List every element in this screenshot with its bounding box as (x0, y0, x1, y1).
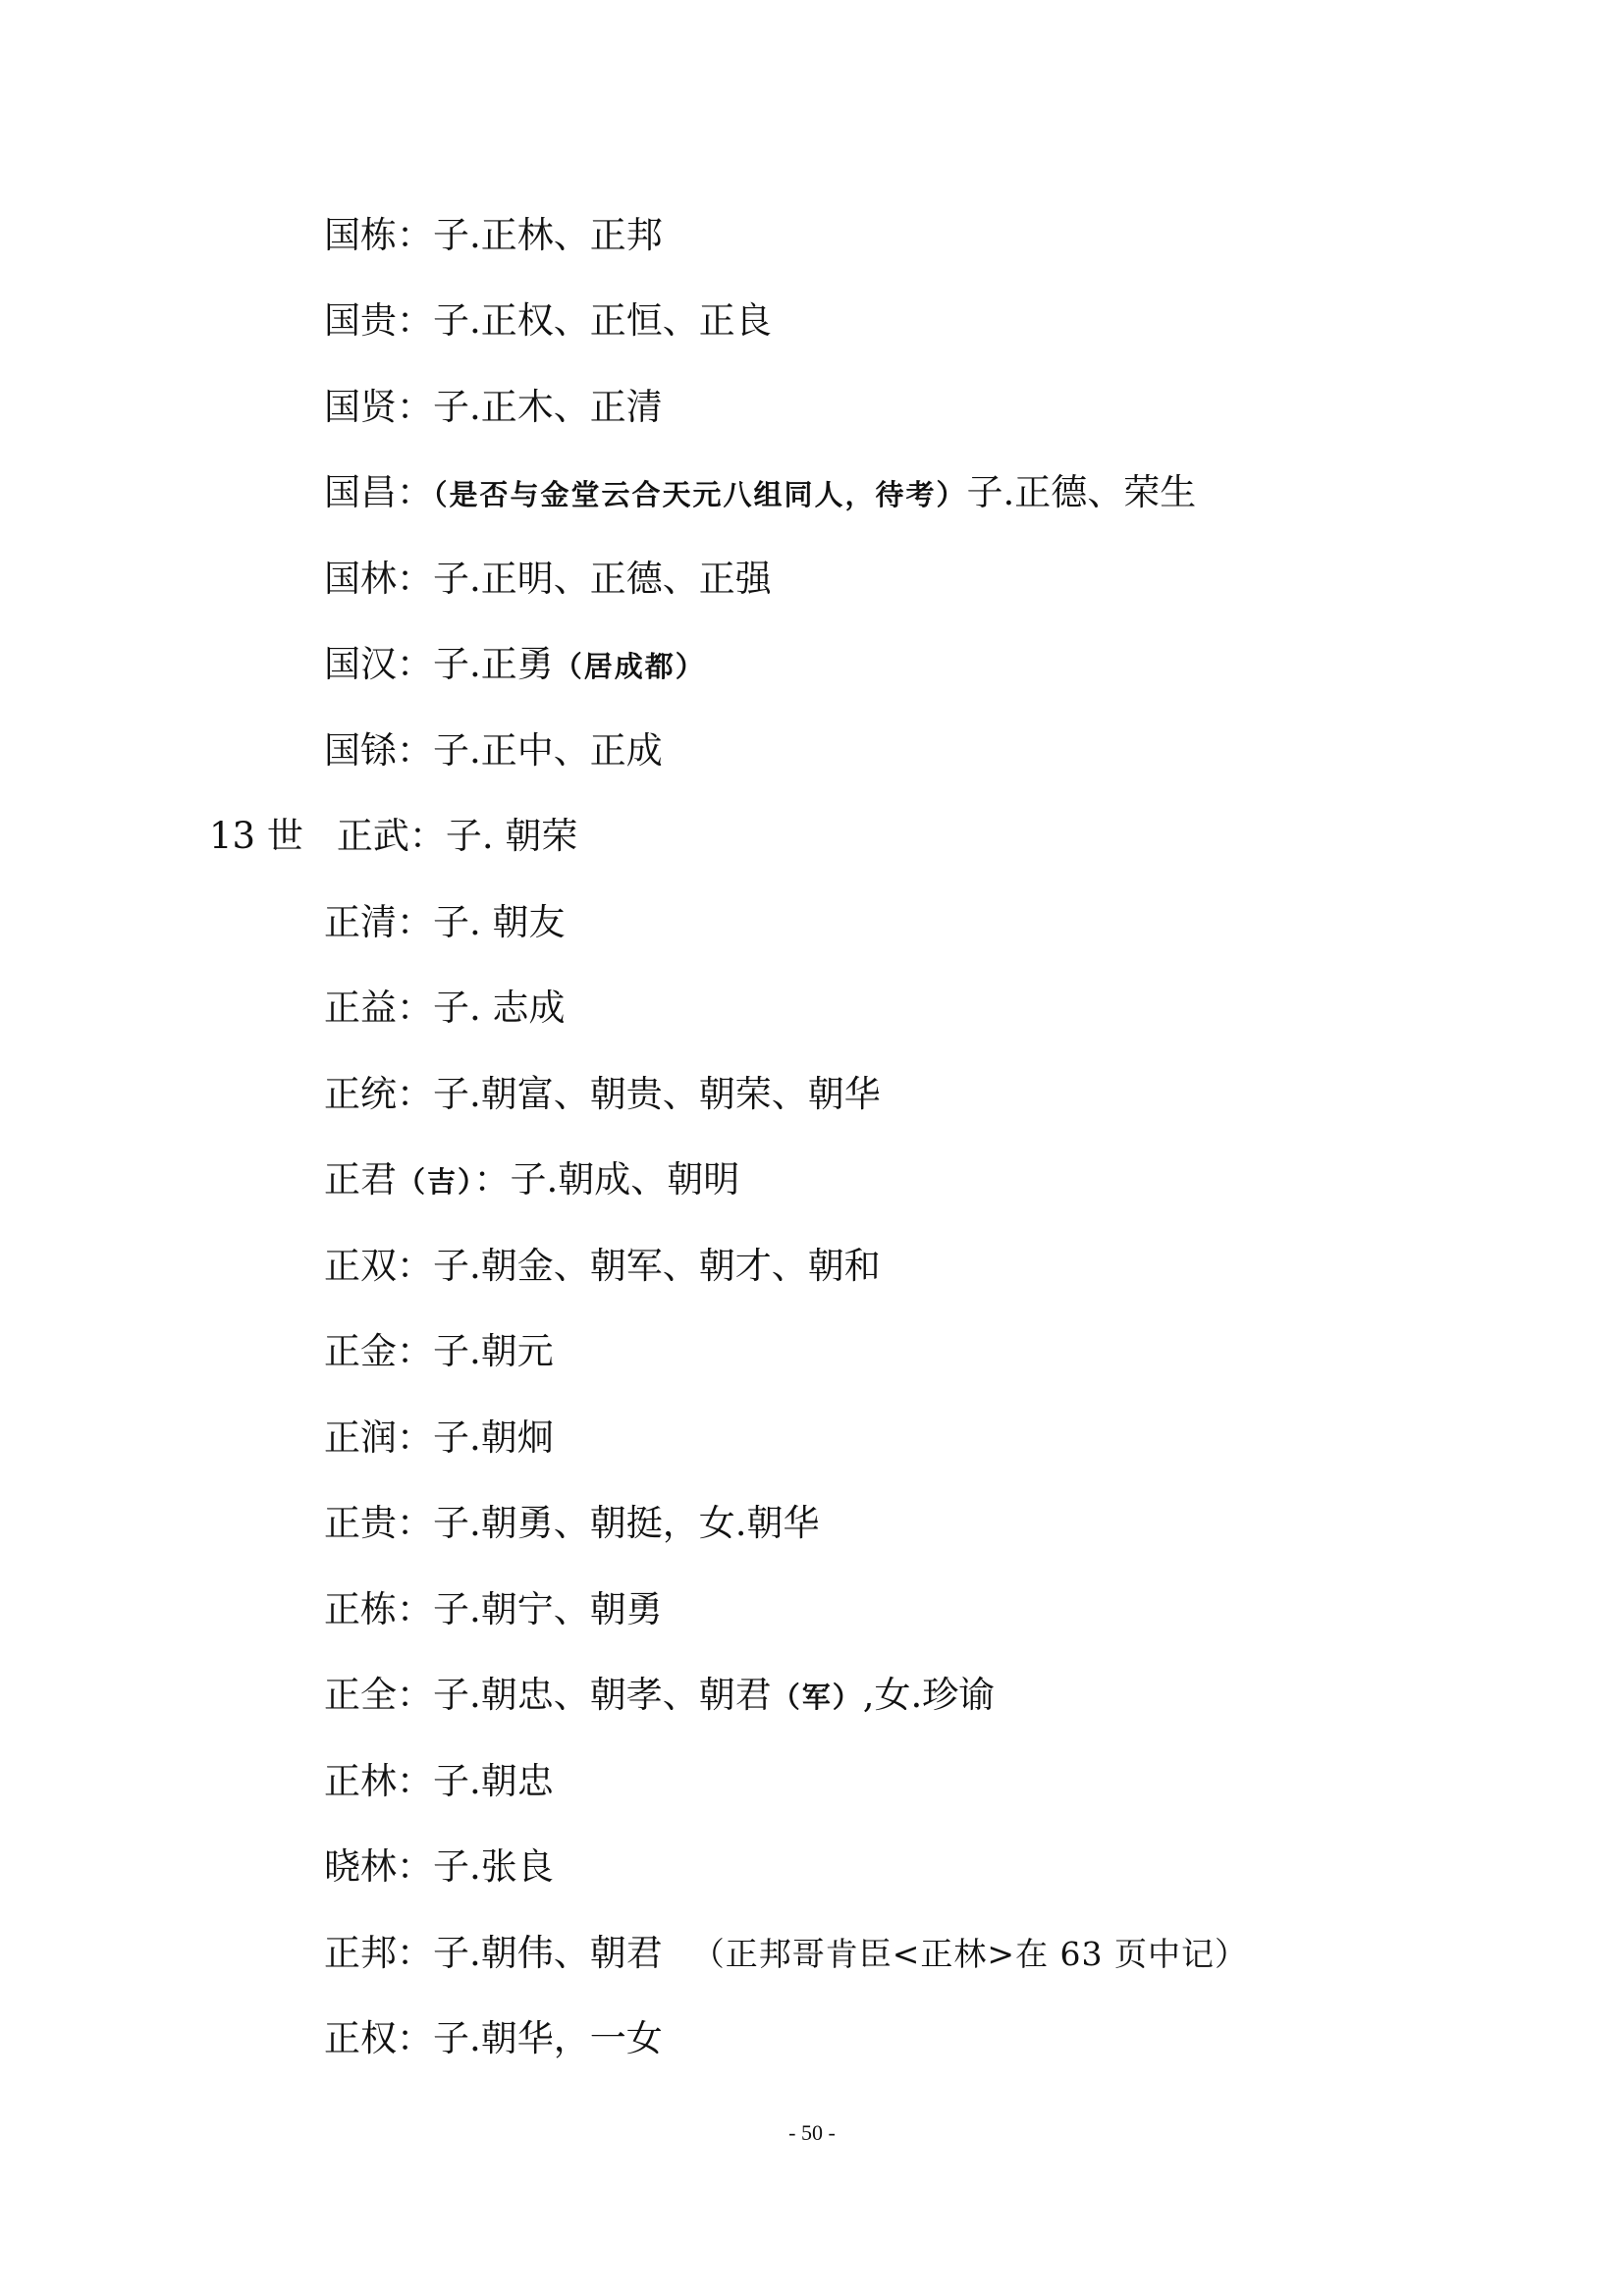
page-number: - 50 - (788, 2120, 836, 2145)
entry-zhengrun: 正润：子.朝炯 (324, 1416, 554, 1459)
entry-guohan-head: 国汉：子.正勇 (324, 643, 554, 685)
entry-zhengjin: 正金：子.朝元 (324, 1330, 554, 1372)
entry-zhengshuang: 正双：子.朝金、朝军、朝才、朝和 (324, 1245, 881, 1287)
entry-zhenglin: 正林：子.朝忠 (324, 1760, 554, 1802)
entry-zhengwu: 正武：子. 朝荣 (336, 815, 578, 857)
entry-guogui: 国贵：子.正权、正恒、正良 (324, 299, 772, 342)
entry-zhengquan-daughter: ,女.珍谕 (862, 1674, 996, 1716)
entry-zhengjun-note: （吉） (397, 1165, 474, 1199)
entry-guolin: 国林：子.正明、正德、正强 (324, 558, 772, 600)
entry-zhengjun-head: 正君 (324, 1158, 397, 1201)
entry-zhengbang-note: （正邦哥肯臣<正林>在 63 页中记） (691, 1935, 1249, 1973)
entry-guochang (324, 468, 1196, 519)
entry-zhengbang-head: 正邦：子.朝伟、朝君 (324, 1932, 663, 1974)
entry-guohan (324, 640, 706, 691)
entry-zhengquan-head: 正全：子.朝忠、朝孝、朝君 (324, 1674, 772, 1716)
entry-xiaolin: 晓林：子.张良 (324, 1845, 554, 1888)
generation-13-entry (209, 812, 577, 861)
entry-guochang-head: 国昌： (324, 471, 433, 513)
entry-zhengtong: 正统：子.朝富、朝贵、朝荣、朝华 (324, 1073, 881, 1115)
entry-guosha: 国铩：子.正中、正成 (324, 729, 663, 772)
entry-guoxian: 国贤：子.正木、正清 (324, 386, 663, 428)
entry-zhengyi: 正益：子. 志成 (324, 987, 566, 1029)
generation-label: 13 世 (209, 815, 303, 857)
entry-zhengdong: 正栋：子.朝宁、朝勇 (324, 1588, 663, 1630)
entry-zhengquan (324, 1671, 995, 1722)
entry-zhengbang (324, 1929, 1248, 1979)
entry-zhengquan-note: （军） (771, 1681, 863, 1714)
entry-guodong: 国栋：子.正林、正邦 (324, 214, 663, 256)
entry-zhenggui: 正贵：子.朝勇、朝挺，女.朝华 (324, 1502, 820, 1544)
entry-zhengquan2: 正权：子.朝华，一女 (324, 2017, 663, 2059)
entry-guochang-note: （是否与金堂云合天元八组同人，待考） (433, 478, 967, 511)
entry-guochang-children: 子.正德、荣生 (966, 471, 1197, 513)
entry-zhengjun (324, 1155, 739, 1206)
entry-zhengqing: 正清：子. 朝友 (324, 901, 566, 943)
entry-guohan-note: （居成都） (553, 650, 706, 683)
entry-zhengjun-children: ：子.朝成、朝明 (473, 1158, 740, 1201)
